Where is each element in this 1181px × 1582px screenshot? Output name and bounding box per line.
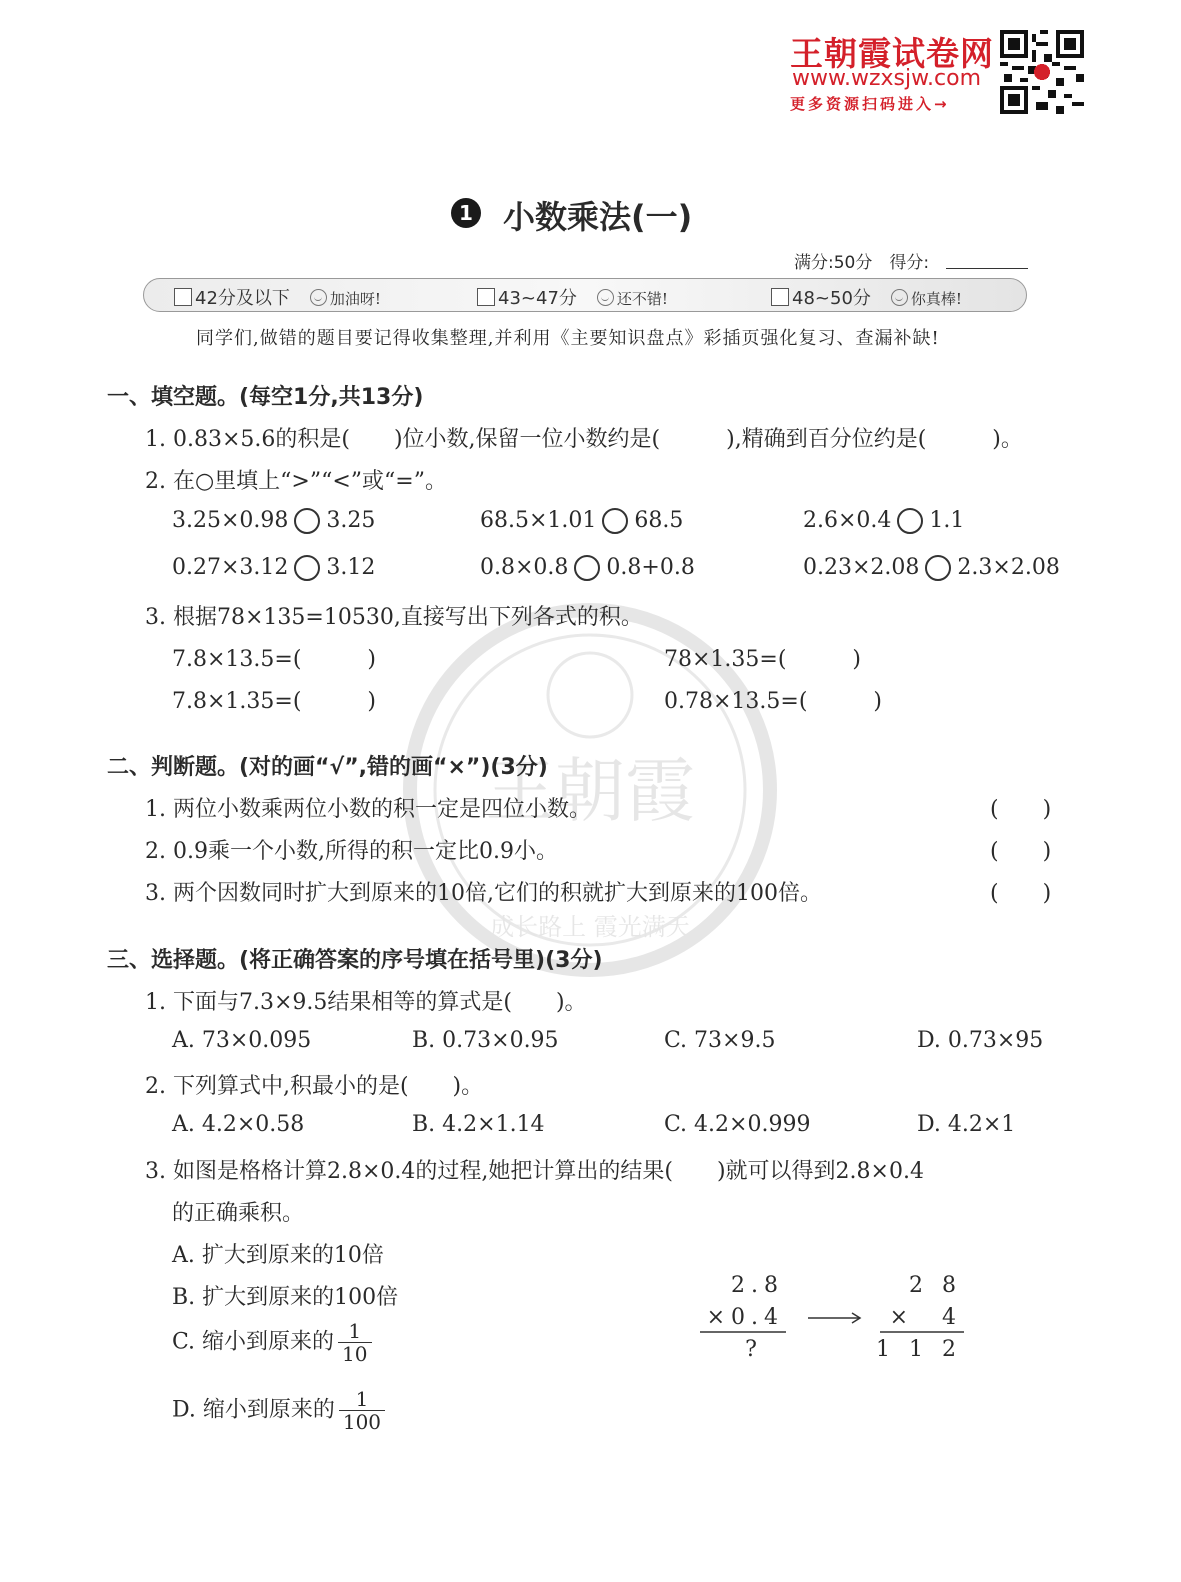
s3-q3-line1[interactable]: 3. 如图是格格计算2.8×0.4的过程,她把计算出的结果( )就可以得到2.8×0.4: [145, 1159, 924, 1184]
s3-q2[interactable]: 2. 下列算式中,积最小的是( )。: [145, 1074, 484, 1099]
compare-item-5: 0.8×0.8 0.8+0.8: [480, 555, 695, 580]
calc-left-result: ?: [745, 1337, 763, 1362]
s1-q1[interactable]: 1. 0.83×5.6的积是( )位小数,保留一位小数约是( ),精确到百分位约是( )。: [145, 427, 1023, 452]
product-item-4[interactable]: 0.78×13.5=( ): [664, 689, 883, 714]
s3-q3-option-a[interactable]: A. 扩大到原来的10倍: [172, 1243, 384, 1268]
watermark-motto: 成长路上 霞光满天: [490, 913, 690, 941]
s3-q1-option-a[interactable]: A. 73×0.095: [172, 1028, 312, 1053]
compare-circle[interactable]: [897, 508, 923, 534]
compare-item-6: 0.23×2.08 2.3×2.08: [803, 555, 1060, 580]
s1-q2: 2. 在○里填上“>”“<”或“=”。: [145, 469, 447, 494]
judge-answer-2[interactable]: ( ): [990, 839, 1052, 864]
compare-circle[interactable]: [602, 508, 628, 534]
s3-q1-option-c[interactable]: C. 73×9.5: [664, 1028, 776, 1053]
s3-q3-option-d[interactable]: D. 缩小到原来的 $\frac{1}{100}$: [172, 1388, 385, 1433]
s1-q3: 3. 根据78×135=10530,直接写出下列各式的积。: [145, 605, 643, 630]
rating-option-1[interactable]: 42分及以下 加油呀!: [174, 284, 381, 310]
s3-q1[interactable]: 1. 下面与7.3×9.5结果相等的算式是( )。: [145, 990, 587, 1015]
calc-right-top: 2 8: [909, 1273, 962, 1298]
compare-circle[interactable]: [574, 555, 600, 581]
calc-left-top: 2.8: [731, 1273, 784, 1298]
brand-tagline: 更多资源扫码进入→: [790, 95, 950, 113]
product-item-2[interactable]: 78×1.35=( ): [664, 647, 862, 672]
s3-q2-option-b[interactable]: B. 4.2×1.14: [412, 1112, 545, 1137]
s3-q3-option-c[interactable]: C. 缩小到原来的 $\frac{1}{10}$: [172, 1320, 372, 1365]
section2-heading: 二、判断题。(对的画“√”,错的画“×”)(3分): [107, 755, 548, 780]
product-item-1[interactable]: 7.8×13.5=( ): [172, 647, 377, 672]
judge-item-1: 1. 两位小数乘两位小数的积一定是四位小数。: [145, 797, 591, 822]
calculation-diagram: [690, 1262, 980, 1372]
s3-q1-option-b[interactable]: B. 0.73×0.95: [412, 1028, 559, 1053]
brand-logo-text: 王朝霞试卷网: [790, 34, 994, 73]
watermark-text: 王朝霞: [485, 750, 695, 832]
study-note: 同学们,做错的题目要记得收集整理,并利用《主要知识盘点》彩插页强化复习、查漏补缺!: [196, 328, 940, 349]
calc-right-result: 1 1 2: [876, 1337, 962, 1362]
brand-url[interactable]: www.wzxsjw.com: [792, 66, 982, 91]
section1-heading: 一、填空题。(每空1分,共13分): [107, 385, 424, 410]
judge-item-2: 2. 0.9乘一个小数,所得的积一定比0.9小。: [145, 839, 558, 864]
rating-option-2[interactable]: 43~47分 还不错!: [477, 284, 668, 310]
smile-icon: [597, 289, 614, 306]
s3-q2-option-d[interactable]: D. 4.2×1: [917, 1112, 1016, 1137]
compare-item-4: 0.27×3.12 3.12: [172, 555, 376, 580]
smile-icon: [310, 289, 327, 306]
compare-item-3: 2.6×0.4 1.1: [803, 508, 965, 533]
page-title: 小数乘法(一): [503, 198, 693, 236]
fraction: $\frac{1}{10}$: [338, 1320, 371, 1365]
judge-answer-3[interactable]: ( ): [990, 881, 1052, 906]
section3-heading: 三、选择题。(将正确答案的序号填在括号里)(3分): [107, 948, 603, 973]
arrow-right-icon: [808, 1313, 860, 1323]
checkbox-icon[interactable]: [771, 288, 789, 306]
calc-left-mult: ×0.4: [706, 1305, 784, 1330]
s3-q2-option-c[interactable]: C. 4.2×0.999: [664, 1112, 811, 1137]
rating-bar: [143, 278, 1027, 312]
compare-circle[interactable]: [294, 508, 320, 534]
score-blank[interactable]: [946, 268, 1028, 269]
product-item-3[interactable]: 7.8×1.35=( ): [172, 689, 377, 714]
s3-q3-line2: 的正确乘积。: [172, 1201, 305, 1226]
s3-q3-option-b[interactable]: B. 扩大到原来的100倍: [172, 1285, 399, 1310]
compare-circle[interactable]: [294, 555, 320, 581]
checkbox-icon[interactable]: [174, 288, 192, 306]
s3-q2-option-a[interactable]: A. 4.2×0.58: [172, 1112, 305, 1137]
title-number-badge: 1: [451, 198, 481, 228]
s3-q1-option-d[interactable]: D. 0.73×95: [917, 1028, 1044, 1053]
compare-item-2: 68.5×1.01 68.5: [480, 508, 684, 533]
checkbox-icon[interactable]: [477, 288, 495, 306]
judge-item-3: 3. 两个因数同时扩大到原来的10倍,它们的积就扩大到原来的100倍。: [145, 881, 822, 906]
smile-icon: [891, 289, 908, 306]
compare-circle[interactable]: [925, 555, 951, 581]
qr-code-icon[interactable]: [1000, 30, 1084, 114]
judge-answer-1[interactable]: ( ): [990, 797, 1052, 822]
compare-item-1: 3.25×0.98 3.25: [172, 508, 376, 533]
rating-option-3[interactable]: 48~50分 你真棒!: [771, 284, 962, 310]
fraction: $\frac{1}{100}$: [339, 1388, 385, 1433]
score-label: 满分:50分 得分:: [794, 253, 930, 273]
calc-right-mult: × 4: [889, 1305, 962, 1330]
